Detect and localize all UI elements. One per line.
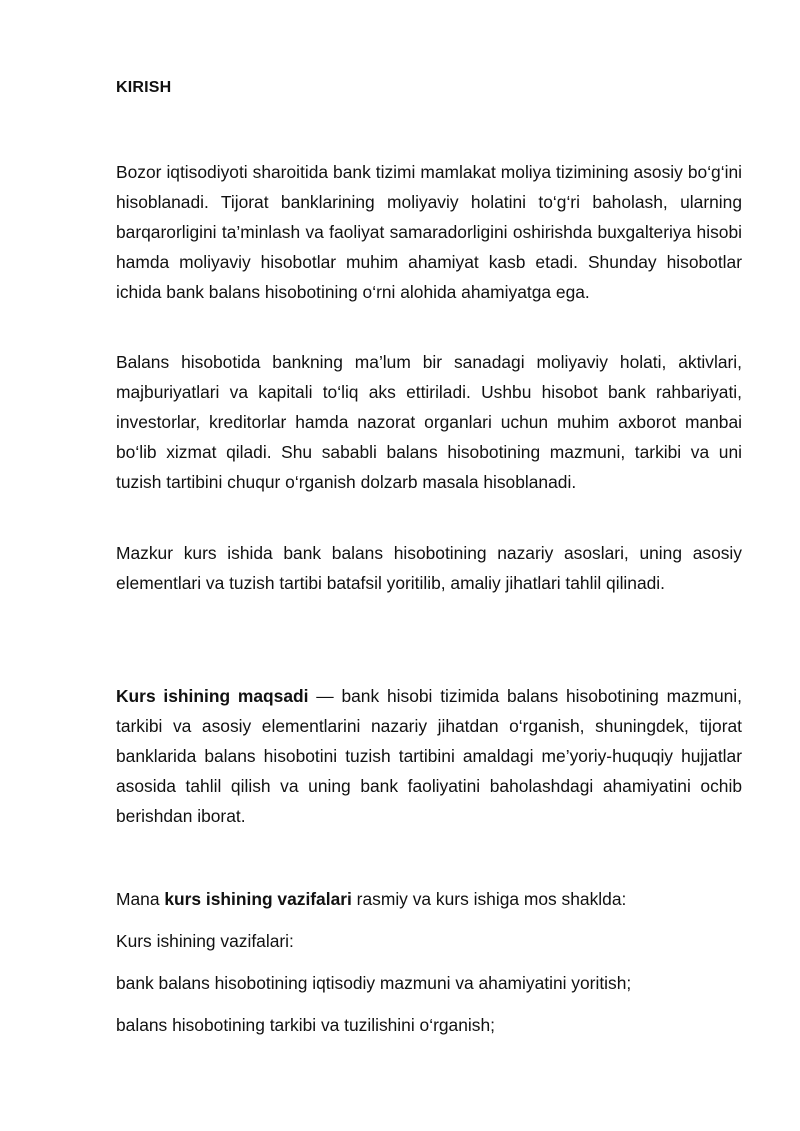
goal-text: — bank hisobi tizimida balans hisobotining mazmuni, tarkibi va asosiy elementlarini nazariy jihatdan o‘rganish, shuningdek, tijorat banklarida balans hisobotini tuzish tartibini amaldagi me’yoriy-huquqiy hujjatlar asosida tahlil qilish va uning bank faoliyatini baholashdagi ahamiyatini ochib berishdan iborat. (116, 686, 743, 826)
intro-paragraph-1: Bozor iqtisodiyoti sharoitida bank tizimi mamlakat moliya tizimining asosiy bo‘g‘ini hisoblanadi. Tijorat banklarining moliyaviy holatini to‘g‘ri baholash, ularning barqarorligini ta’minlash va faoliyat samaradorligini oshirishda buxgalteriya hisobi hamda moliyaviy hisobotlar muhim ahamiyat kasb etadi. Shunday hisobotlar ichida bank balans hisobotining o‘rni alohida ahamiyatga ega. (116, 162, 742, 302)
section-heading: KIRISH (116, 79, 172, 96)
tasks-intro-line (116, 884, 626, 914)
tasks-intro-bold: kurs ishining vazifalari (164, 889, 352, 909)
task-item-2: balans hisobotining tarkibi va tuzilishini o‘rganish; (116, 1015, 495, 1035)
tasks-heading: Kurs ishining vazifalari: (116, 931, 294, 951)
tasks-intro-suffix: rasmiy va kurs ishiga mos shaklda: (351, 889, 627, 909)
intro-paragraph-3: Mazkur kurs ishida bank balans hisobotining nazariy asoslari, uning asosiy elementlari va tuzish tartibi batafsil yoritilib, amaliy jihatlari tahlil qilinadi. (116, 543, 742, 593)
goal-label: Kurs ishining maqsadi (116, 686, 309, 706)
intro-paragraph-2: Balans hisobotida bankning ma’lum bir sanadagi moliyaviy holati, aktivlari, majburiyatlari va kapitali to‘liq aks ettiriladi. Ushbu hisobot bank rahbariyati, investorlar, kreditorlar hamda nazorat organlari uchun muhim axborot manbai bo‘lib xizmat qiladi. Shu sababli balans hisobotining mazmuni, tarkibi va uni tuzish tartibini chuqur o‘rganish dolzarb masala hisoblanadi. (116, 352, 742, 492)
goal-paragraph (116, 681, 742, 831)
task-item-1: bank balans hisobotining iqtisodiy mazmuni va ahamiyatini yoritish; (116, 973, 632, 993)
tasks-intro-prefix: Mana (116, 889, 165, 909)
